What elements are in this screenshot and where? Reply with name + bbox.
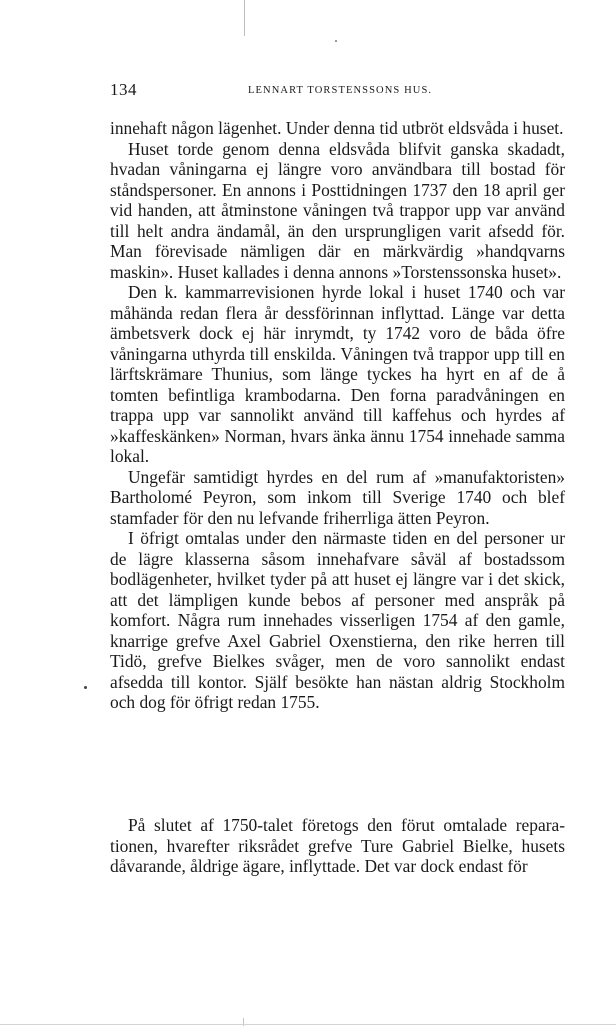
paragraph-continued: innehaft någon lägenhet. Under denna tid utbröt eldsvåda i huset.	[110, 118, 564, 138]
margin-speck	[84, 686, 87, 689]
main-text-block	[110, 118, 565, 713]
paragraph-lower-classes: I öfrigt omtalas under den närmaste tiden en del personer ur de lägre klasserna såsom innehafvare såväl af bostadssom bodlägenheter, hvilket tyder på att huset ej längre var i det skick, att det lämpligen kunde bebos af personer med anspråk på komfort. Några rum innehades visserligen 1754 af den gamle, knarrige grefve Axel Gabriel Oxenstierna, den rike herren till Tidö, grefve Bielkes svåger, men de voro sannolikt endast afsedda till kontor. Själf besökte han nästan aldrig Stockholm och dog för öfrigt redan 1755.	[110, 528, 565, 712]
scan-edge-line	[244, 0, 245, 36]
scan-bottom-edge	[0, 1024, 616, 1025]
paragraph-peyron: Ungefär samtidigt hyrdes en del rum af »manufaktoristen» Bartholomé Peyron, som inkom till Sverige 1740 och blef stamfader för den nu lefvande friherrliga ätten Peyron.	[110, 466, 565, 528]
section-text-block	[110, 815, 565, 877]
paragraph-fire-damage: Huset torde genom denna eldsvåda blifvit ganska skadadt, hvadan våningarna ej längre voro användbara till bostad för ståndspersoner. En annons i Posttidningen 1737 den 18 april ger vid handen, att åtminstone våningen två trappor upp var använd till helt andra ändamål, än den ursprungligen varit afsedd för. Man förevisade nämligen där en märkvärdig »handqvarns maskin». Huset kallades i denna annons »Torstenssonska huset».	[110, 138, 565, 282]
running-head: LENNART TORSTENSSONS HUS.	[248, 85, 433, 96]
page-header	[110, 80, 565, 102]
paragraph-kammarrevisionen: Den k. kammarrevisionen hyrde lokal i huset 1740 och var måhända redan flera år dessförinnan inflyttad. Länge var detta ämbetsverk dock ej här inrymdt, ty 1742 voro de båda öfre våningarna uthyrda till enskilda. Våningen två trappor upp till en lärftskrämare Thunius, som länge tyckes ha hyrt en af de å tomten befintliga krambodarna. Den forna paradvåningen en trappa upp var sannolikt använd till kaffehus och hyrdes af »kaffeskänken» Norman, hvars änka ännu 1754 innehade samma lokal.	[110, 282, 565, 466]
page-number: 134	[110, 80, 137, 99]
scan-speck	[335, 40, 337, 42]
paragraph-reparation: På slutet af 1750-talet företogs den förut omtalade reparationen, hvarefter riksrådet grefve Ture Gabriel Bielke, husets dåvarande, åldrige ägare, inflyttade. Det var dock endast för	[110, 815, 565, 876]
